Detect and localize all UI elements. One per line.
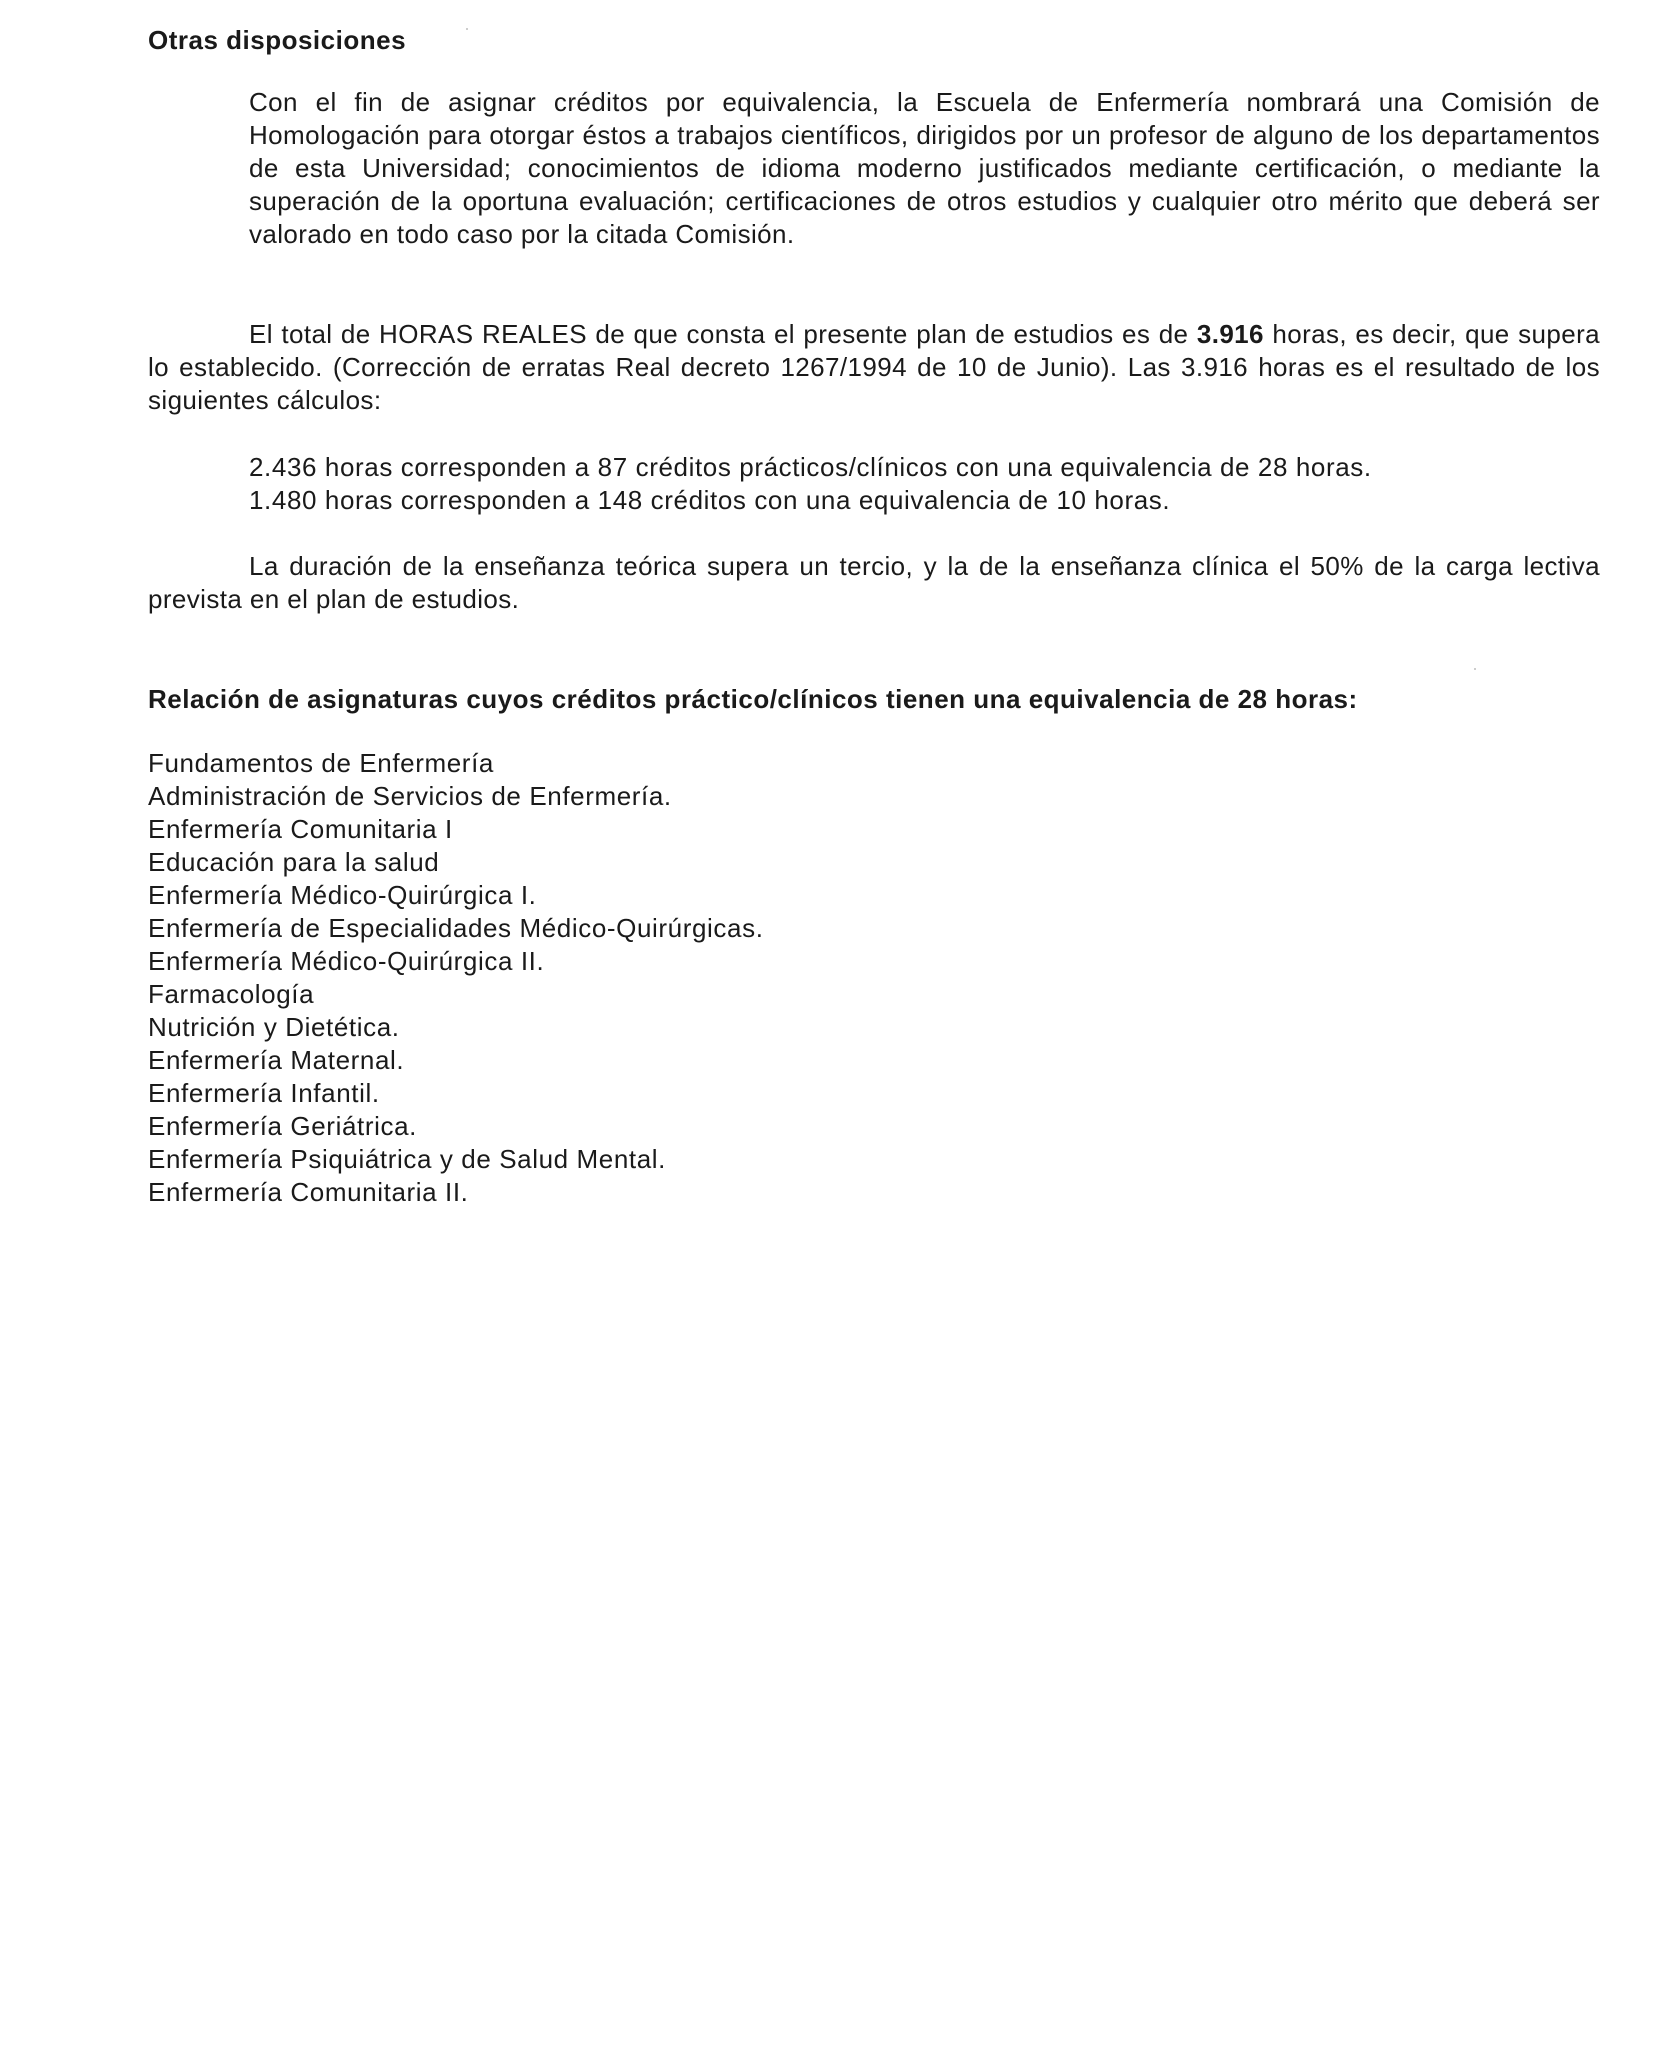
list-item: Fundamentos de Enfermería <box>148 748 494 778</box>
list-item: Educación para la salud <box>148 847 440 877</box>
total-hours-text-before: El total de HORAS REALES de que consta el presente plan de estudios es de <box>249 319 1197 349</box>
list-item: Enfermería Infantil. <box>148 1078 380 1108</box>
total-hours-text-after: horas, es decir, que supera lo establecido. (Corrección de erratas Real decreto 1267/1994 de 10 de Junio). Las 3.916 horas es el resultado de los siguientes cálculos: <box>148 319 1600 415</box>
calculation-line-theory-credits: 1.480 horas corresponden a 148 créditos con una equivalencia de 10 horas. <box>249 485 1171 515</box>
section-heading-otras-disposiciones: Otras disposiciones <box>148 25 407 55</box>
list-item: Nutrición y Dietética. <box>148 1012 400 1042</box>
list-item: Enfermería Médico-Quirúrgica II. <box>148 946 545 976</box>
list-item: Enfermería Médico-Quirúrgica I. <box>148 880 537 910</box>
list-item: Enfermería Geriátrica. <box>148 1111 417 1141</box>
list-item: Enfermería Comunitaria II. <box>148 1177 469 1207</box>
list-item: Enfermería Psiquiátrica y de Salud Mental. <box>148 1144 666 1174</box>
list-item: Enfermería Comunitaria I <box>148 814 453 844</box>
list-item: Farmacología <box>148 979 315 1009</box>
list-item: Enfermería de Especialidades Médico-Quirúrgicas. <box>148 913 764 943</box>
subject-list <box>148 747 764 1209</box>
calculation-line-practical-credits: 2.436 horas corresponden a 87 créditos prácticos/clínicos con una equivalencia de 28 horas. <box>249 452 1372 482</box>
scan-speck <box>1474 668 1476 670</box>
paragraph-equivalence-credits: Con el fin de asignar créditos por equivalencia, la Escuela de Enfermería nombrará una Comisión de Homologación para otorgar éstos a trabajos científicos, dirigidos por un profesor de alguno de los departamentos de esta Universidad; conocimientos de idioma moderno justificados mediante certificación, o mediante la superación de la oportuna evaluación; certificaciones de otros estudios y cualquier otro mérito que deberá ser valorado en todo caso por la citada Comisión. <box>249 87 1600 249</box>
scan-speck <box>466 28 468 30</box>
paragraph-total-hours <box>148 318 1600 417</box>
list-item: Enfermería Maternal. <box>148 1045 405 1075</box>
paragraph-teaching-duration: La duración de la enseñanza teórica supera un tercio, y la de la enseñanza clínica el 50% de la carga lectiva prevista en el plan de estudios. <box>148 551 1600 614</box>
list-item: Administración de Servicios de Enfermería. <box>148 781 672 811</box>
total-hours-value: 3.916 <box>1196 319 1264 349</box>
list-heading-subjects: Relación de asignaturas cuyos créditos práctico/clínicos tienen una equivalencia de 28 horas: <box>148 684 1358 714</box>
